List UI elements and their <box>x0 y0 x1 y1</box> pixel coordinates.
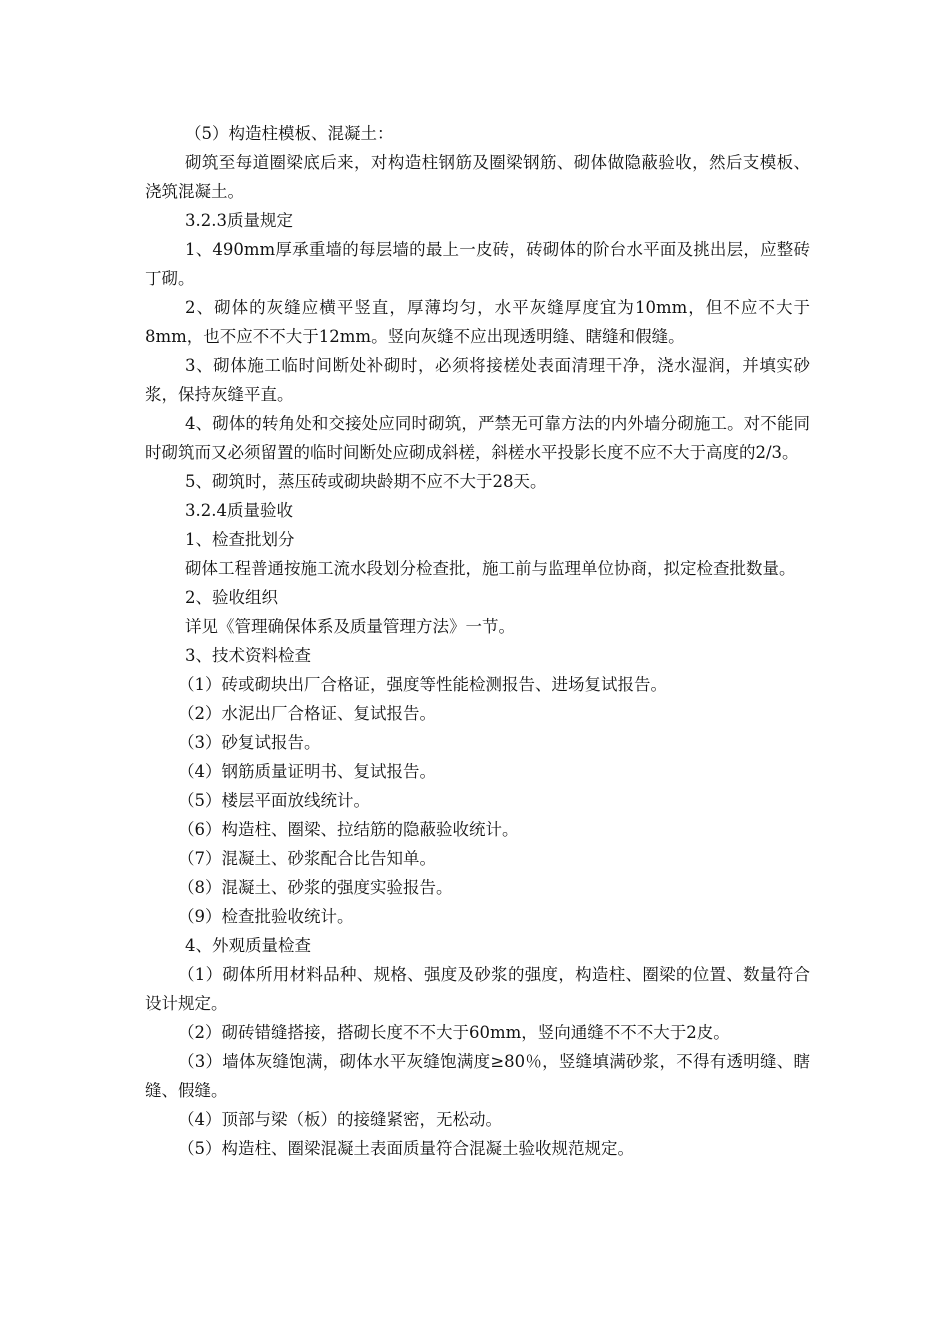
paragraph: 详见《管理确保体系及质量管理方法》一节。 <box>185 617 515 636</box>
paragraph: （5）构造柱模板、混凝土： <box>185 124 394 143</box>
document-body <box>145 119 810 1163</box>
list-item: （5）构造柱、圈梁混凝土表面质量符合混凝土验收规范规定。 <box>178 1139 634 1158</box>
list-item: （5）楼层平面放线统计。 <box>178 791 370 810</box>
list-item: （7）混凝土、砂浆配合比告知单。 <box>178 849 436 868</box>
list-item: （3）砂复试报告。 <box>178 733 321 752</box>
paragraph: 砌筑至每道圈梁底后来，对构造柱钢筋及圈梁钢筋、砌体做隐蔽验收，然后支模板、浇筑混凝土。 <box>145 153 810 201</box>
list-item: （1）砌体所用材料品种、规格、强度及砂浆的强度，构造柱、圈梁的位置、数量符合设计规定。 <box>145 965 810 1013</box>
list-item: （8）混凝土、砂浆的强度实验报告。 <box>178 878 453 897</box>
list-item: （9）检查批验收统计。 <box>178 907 354 926</box>
list-item: （4）顶部与梁（板）的接缝紧密，无松动。 <box>178 1110 502 1129</box>
section-heading: 3.2.3质量规定 <box>185 211 293 230</box>
list-item: （2）砌砖错缝搭接，搭砌长度不不大于60mm，竖向通缝不不不大于2皮。 <box>178 1023 730 1042</box>
paragraph: 4、砌体的转角处和交接处应同时砌筑，严禁无可靠方法的内外墙分砌施工。对不能同时砌筑而又必须留置的临时间断处应砌成斜槎，斜槎水平投影长度不应不大于高度的2/3。 <box>145 414 810 462</box>
list-item: （4）钢筋质量证明书、复试报告。 <box>178 762 436 781</box>
list-item: （2）水泥出厂合格证、复试报告。 <box>178 704 436 723</box>
subheading: 3、技术资料检查 <box>185 646 311 665</box>
paragraph: 3、砌体施工临时间断处补砌时，必须将接槎处表面清理干净，浇水湿润，并填实砂浆，保持灰缝平直。 <box>145 356 810 404</box>
section-heading: 3.2.4质量验收 <box>185 501 293 520</box>
paragraph: 砌体工程普通按施工流水段划分检查批，施工前与监理单位协商，拟定检查批数量。 <box>185 559 796 578</box>
paragraph: 5、砌筑时，蒸压砖或砌块龄期不应不大于28天。 <box>185 472 547 491</box>
list-item: （3）墙体灰缝饱满，砌体水平灰缝饱满度≥80％，竖缝填满砂浆，不得有透明缝、瞎缝、假缝。 <box>145 1052 810 1100</box>
subheading: 2、验收组织 <box>185 588 278 607</box>
subheading: 4、外观质量检查 <box>185 936 311 955</box>
paragraph: 2、砌体的灰缝应横平竖直，厚薄均匀，水平灰缝厚度宜为10mm，但不应不大于8mm，也不应不不大于12mm。竖向灰缝不应出现透明缝、瞎缝和假缝。 <box>145 298 810 346</box>
list-item: （1）砖或砌块出厂合格证，强度等性能检测报告、进场复试报告。 <box>178 675 667 694</box>
subheading: 1、检查批划分 <box>185 530 295 549</box>
paragraph: 1、490mm厚承重墙的每层墙的最上一皮砖，砖砌体的阶台水平面及挑出层，应整砖丁砌。 <box>145 240 810 288</box>
list-item: （6）构造柱、圈梁、拉结筋的隐蔽验收统计。 <box>178 820 519 839</box>
